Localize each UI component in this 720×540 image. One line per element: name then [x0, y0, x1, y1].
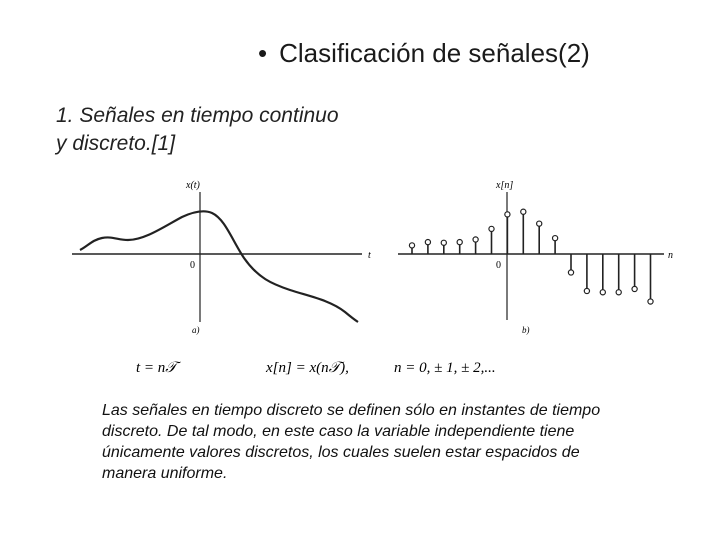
- continuous-signal-curve: [80, 211, 358, 322]
- stem-marker: [505, 212, 510, 217]
- equation-time: t = n𝒯: [136, 360, 177, 376]
- stem-marker: [441, 240, 446, 245]
- stem-marker: [409, 243, 414, 248]
- title-bullet: •: [258, 38, 268, 68]
- stem-marker: [584, 288, 589, 293]
- subtitle-line-1: 1. Señales en tiempo continuo: [56, 104, 339, 127]
- stem-marker: [568, 270, 573, 275]
- stem-marker: [473, 237, 478, 242]
- stem-marker: [489, 226, 494, 231]
- continuous-signal-plot: [72, 180, 371, 335]
- subtitle-line-2: y discreto.[1]: [56, 132, 176, 155]
- right-origin-label: 0: [496, 260, 501, 271]
- stem-marker: [553, 236, 558, 241]
- left-y-label: x(t): [186, 180, 200, 191]
- stem-marker: [457, 240, 462, 245]
- discrete-stems: [409, 209, 653, 304]
- right-x-label: n: [668, 250, 673, 261]
- stem-marker: [521, 209, 526, 214]
- title-text: Clasificación de señales(2): [279, 38, 590, 68]
- discrete-signal-plot: [398, 180, 673, 335]
- stem-marker: [616, 290, 621, 295]
- stem-marker: [632, 286, 637, 291]
- stem-marker: [537, 221, 542, 226]
- stem-marker: [425, 240, 430, 245]
- left-caption: a): [192, 325, 200, 335]
- left-x-label: t: [368, 250, 371, 261]
- equation-sample: x[n] = x(n𝒯),: [266, 360, 349, 376]
- equation-range: n = 0, ± 1, ± 2,...: [394, 360, 496, 376]
- right-y-label: x[n]: [496, 180, 514, 191]
- left-origin-label: 0: [190, 260, 195, 271]
- body-paragraph: Las señales en tiempo discreto se definen sólo en instantes de tiempo discreto. De tal modo, en este caso la variable independiente tiene únicamente valores discretos, los cuales suelen estar espacidos de manera uniforme.: [102, 402, 601, 482]
- right-caption: b): [522, 325, 530, 335]
- stem-marker: [600, 290, 605, 295]
- stem-marker: [648, 299, 653, 304]
